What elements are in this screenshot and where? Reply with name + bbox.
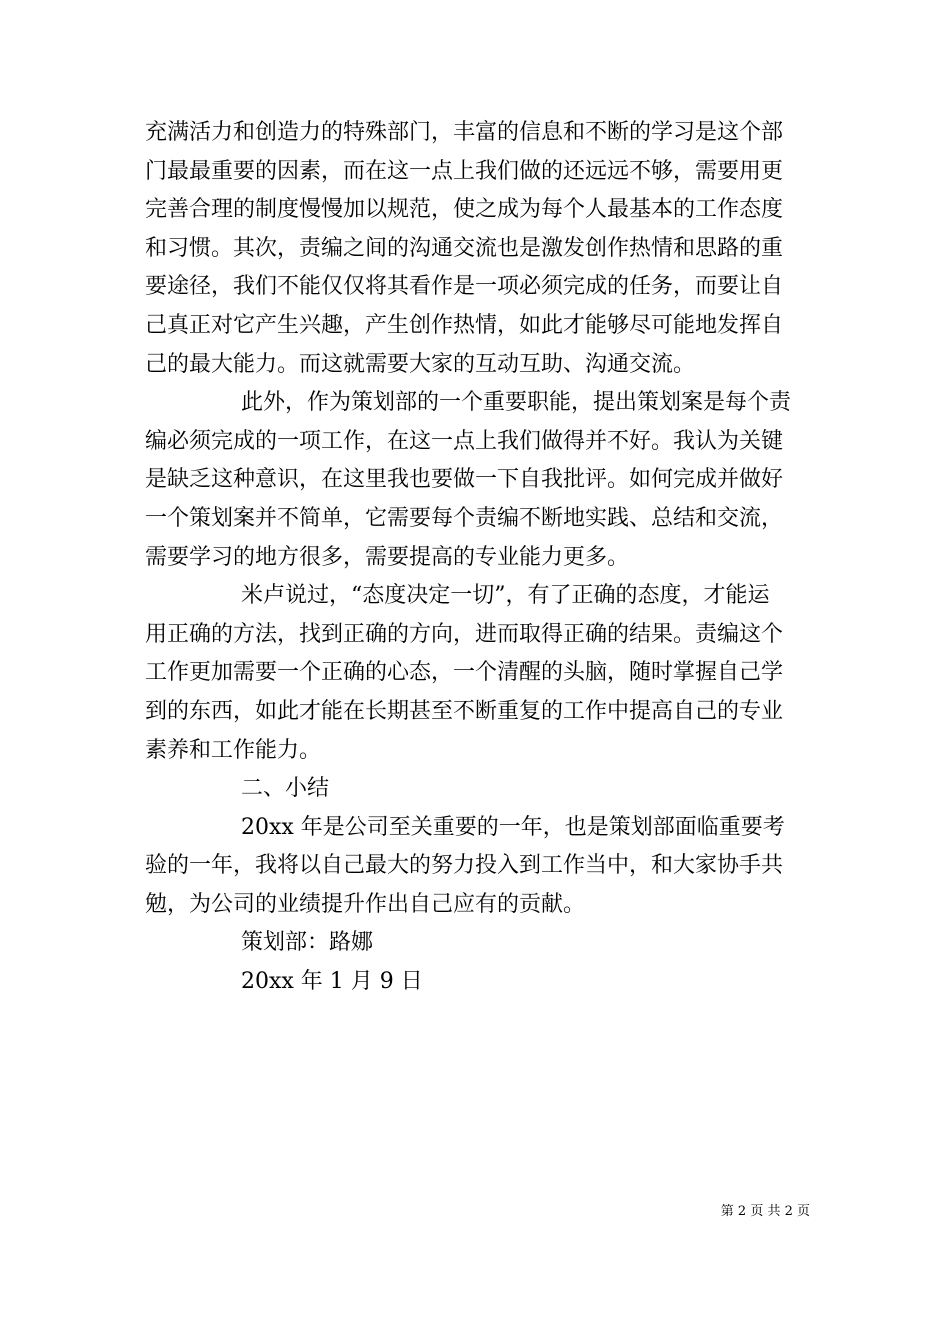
paragraph-line: 此外，作为策划部的一个重要职能，提出策划案是每个责: [241, 390, 792, 416]
paragraph-line: 己真正对它产生兴趣，产生创作热情，如此才能够尽可能地发挥自: [145, 312, 784, 338]
paragraph-line: 米卢说过，“态度决定一切”，有了正确的态度，才能运: [241, 583, 770, 609]
paragraph-line: 门最最重要的因素，而在这一点上我们做的还远远不够，需要用更: [145, 158, 784, 184]
document-body: [145, 114, 810, 1002]
paragraph-line: 需要学习的地方很多，需要提高的专业能力更多。: [145, 544, 630, 570]
page-number: 第 2 页 共 2 页: [720, 1204, 810, 1219]
signature-department: 策划部：路娜: [241, 930, 374, 956]
paragraph-line: 充满活力和创造力的特殊部门，丰富的信息和不断的学习是这个部: [145, 120, 784, 145]
paragraph-line: 验的一年，我将以自己最大的努力投入到工作当中，和大家协手共: [145, 853, 784, 879]
paragraph-line: 是缺乏这种意识，在这里我也要做一下自我批评。如何完成并做好: [145, 467, 784, 493]
paragraph-line: 和习惯。其次，责编之间的沟通交流也是激发创作热情和思路的重: [145, 235, 784, 261]
paragraph-line: 勉，为公司的业绩提升作出自己应有的贡献。: [145, 891, 586, 917]
paragraph-line: 一个策划案并不简单，它需要每个责编不断地实践、总结和交流，: [145, 505, 784, 531]
paragraph-line: 素养和工作能力。: [145, 737, 322, 763]
paragraph-line: 己的最大能力。而这就需要大家的互动互助、沟通交流。: [145, 351, 696, 377]
paragraph-line: 完善合理的制度慢慢加以规范，使之成为每个人最基本的工作态度: [145, 197, 784, 223]
paragraph-line: 用正确的方法，找到正确的方向，进而取得正确的结果。责编这个: [145, 621, 784, 647]
paragraph-line: 编必须完成的一项工作，在这一点上我们做得并不好。我认为关键: [145, 428, 784, 454]
signature-date: 20xx 年 1 月 9 日: [241, 969, 423, 995]
paragraph-line: 到的东西，如此才能在长期甚至不断重复的工作中提高自己的专业: [145, 698, 784, 724]
section-heading: 二、小结: [241, 776, 330, 802]
paragraph-line: 工作更加需要一个正确的心态，一个清醒的头脑，随时掌握自己学: [145, 660, 784, 686]
paragraph-line: 要途径，我们不能仅仅将其看作是一项必须完成的任务，而要让自: [145, 274, 784, 300]
paragraph-line: 20xx 年是公司至关重要的一年，也是策划部面临重要考: [241, 814, 785, 840]
